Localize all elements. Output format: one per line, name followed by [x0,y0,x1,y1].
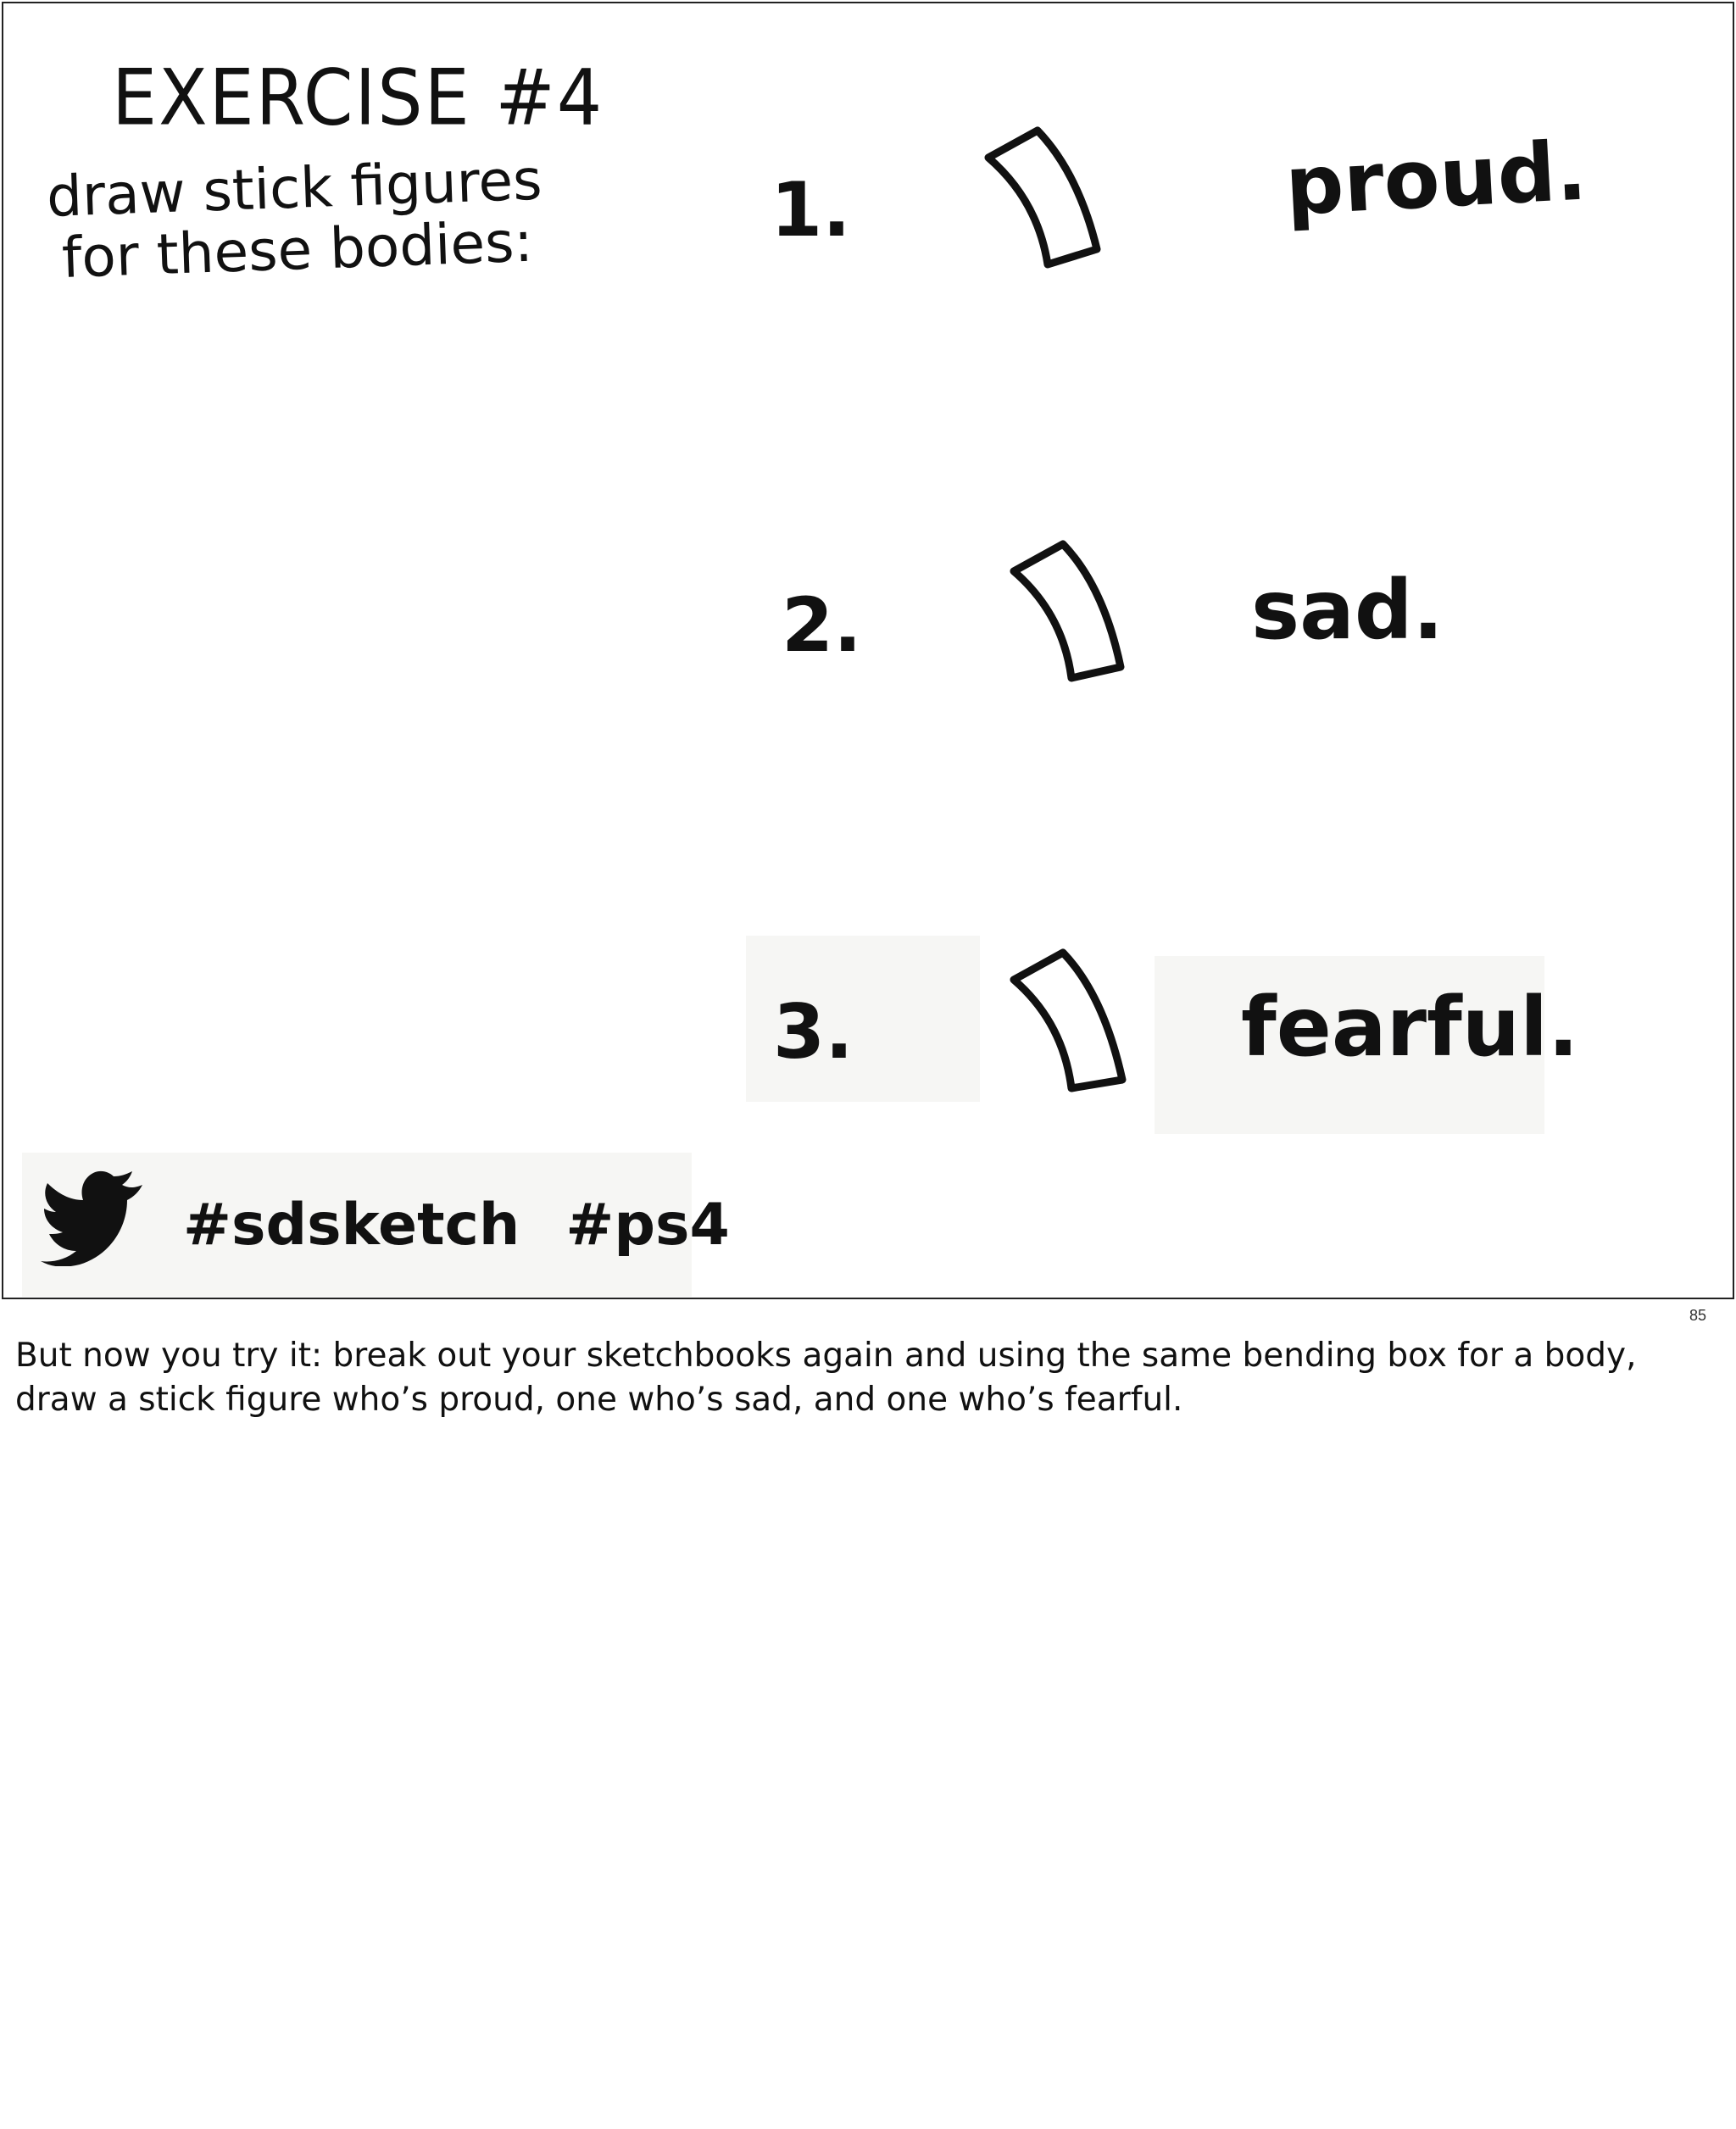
hashtag-row [183,1192,730,1259]
speaker-notes: But now you try it: break out your sketchbooks again and using the same bending box for a body, draw a stick figure who’s proud, one who’s sad, and one who’s fearful. [15,1337,1637,1419]
hashtag-ps4[interactable]: #ps4 [565,1192,730,1259]
page-number: 85 [1689,1307,1707,1324]
exercise-title: EXERCISE #4 [112,53,604,143]
slide-frame [2,2,1734,1299]
item-number-3: 3. [773,988,854,1076]
bending-box-icon [978,122,1114,279]
instruction-line-2: for these bodies: [60,208,534,291]
instruction-line-1: draw stick figures [45,147,543,230]
twitter-bird-icon [39,1166,147,1266]
bending-box-icon [1004,536,1139,692]
emotion-label-1: proud. [1283,123,1589,234]
item-number-1: 1. [771,166,851,253]
hashtag-sdsketch[interactable]: #sdsketch [183,1192,520,1259]
emotion-label-3: fearful. [1241,980,1579,1075]
bending-box-icon [1004,944,1139,1101]
item-number-2: 2. [782,581,862,669]
emotion-label-2: sad. [1251,563,1444,658]
